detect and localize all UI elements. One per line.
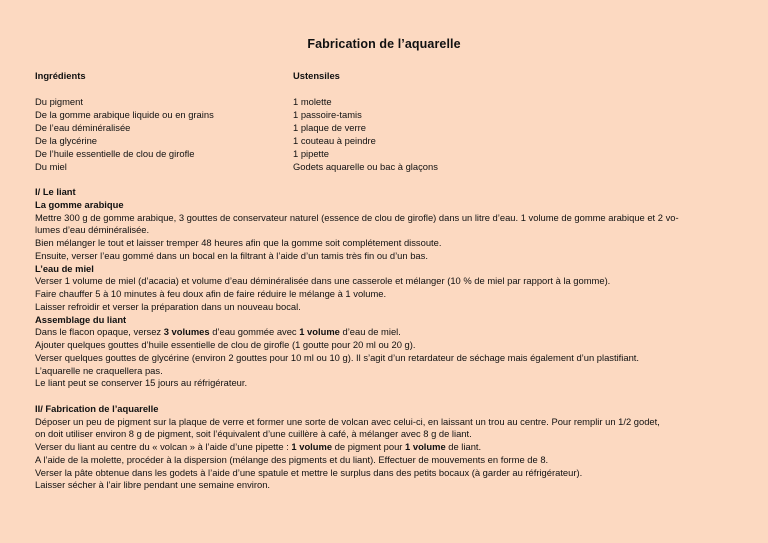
spacer xyxy=(35,390,747,403)
subsection-heading: La gomme arabique xyxy=(35,198,124,210)
paragraph-line xyxy=(35,326,747,339)
ingredients-heading: Ingrédients xyxy=(35,70,86,81)
ustensiles-column xyxy=(293,69,553,173)
ingredients-list xyxy=(35,95,285,173)
paragraph-line: on doit utiliser environ 8 g de pigment, soit l’équivalent d’une cuillère à café, à mélanger avec 8 g de liant. xyxy=(35,428,472,440)
bold-text: 1 volume xyxy=(299,326,340,338)
paragraph-line xyxy=(35,441,747,454)
bold-text: 3 volumes xyxy=(163,326,210,338)
ustensiles-heading: Ustensiles xyxy=(293,70,340,81)
text-run: de pigment pour xyxy=(332,441,406,452)
section-heading: II/ Fabrication de l’aquarelle xyxy=(35,402,159,414)
document-title: Fabrication de l’aquarelle xyxy=(307,37,461,51)
ustensiles-list xyxy=(293,95,553,173)
paragraph-line: Ajouter quelques gouttes d’huile essentielle de clou de girofle (1 goutte pour 20 ml ou 20 g). xyxy=(35,339,416,350)
list-item: 1 couteau à peindre xyxy=(293,135,376,146)
bold-text: 1 volume xyxy=(291,441,333,452)
paragraph-line: Déposer un peu de pigment sur la plaque de verre et former une sorte de volcan avec celui-ci, en laissant un trou au centre. Pour remplir un 1/2 godet, xyxy=(35,415,660,427)
text-run: d’eau de miel. xyxy=(339,326,401,338)
paragraph-line: Ensuite, verser l’eau gommé dans un bocal en la filtrant à l’aide d’un tamis très fin ou d’un bas. xyxy=(35,249,428,261)
list-item: De l’eau déminéralisée xyxy=(35,122,131,133)
paragraph-line: Verser 1 volume de miel (d’acacia) et volume d’eau déminéralisée dans une casserole et mélanger (10 % de miel par rapport à la gomme). xyxy=(35,275,611,287)
list-item: 1 passoire-tamis xyxy=(293,109,362,120)
paragraph-line: L’aquarelle ne craquellera pas. xyxy=(35,364,163,376)
paragraph-line: Verser la pâte obtenue dans les godets à l’aide d’une spatule et mettre le surplus dans des petits bocaux (à garder au réfrigérateur). xyxy=(35,466,583,478)
paragraph-line: Le liant peut se conserver 15 jours au réfrigérateur. xyxy=(35,377,248,389)
paragraph-line: Mettre 300 g de gomme arabique, 3 gouttes de conservateur naturel (essence de clou de girofle) dans un litre d’eau. 1 volume de gomme arabique et 2 vo- xyxy=(35,211,679,223)
subsection-heading: Assemblage du liant xyxy=(35,313,127,325)
paragraph-line: Bien mélanger le tout et laisser tremper 48 heures afin que la gomme soit complétement dissoute. xyxy=(35,237,442,248)
list-item: De la glycérine xyxy=(35,135,98,146)
text-run: Verser du liant au centre du « volcan » à l’aide d’une pipette : xyxy=(35,441,292,452)
paragraph-line: Verser quelques gouttes de glycérine (environ 2 gouttes pour 10 ml ou 10 g). Il s’agit d’un retardateur de séchage mais également d’un plastifiant. xyxy=(35,351,640,363)
text-run: d’eau gommée avec xyxy=(209,326,300,338)
text-run: de liant. xyxy=(445,441,482,452)
list-item: Godets aquarelle ou bac à glaçons xyxy=(293,161,438,172)
list-item: 1 pipette xyxy=(293,148,329,159)
list-item: 1 plaque de verre xyxy=(293,122,366,133)
ingredients-column xyxy=(35,69,285,173)
paragraph-line: Laisser refroidir et verser la préparation dans un nouveau bocal. xyxy=(35,300,301,312)
subsection-heading: L’eau de miel xyxy=(35,262,94,274)
paragraph-line: Laisser sécher à l’air libre pendant une semaine environ. xyxy=(35,479,271,491)
bold-text: 1 volume xyxy=(405,441,446,452)
section-heading: I/ Le liant xyxy=(35,186,76,197)
list-item: De l’huile essentielle de clou de girofle xyxy=(35,148,195,159)
list-item: De la gomme arabique liquide ou en grains xyxy=(35,109,214,120)
paragraph-line: A l’aide de la molette, procéder à la dispersion (mélange des pigments et du liant). Effectuer de mouvements en forme de 8. xyxy=(35,453,549,465)
document-body xyxy=(35,186,747,492)
paragraph-line: lumes d’eau déminéralisée. xyxy=(35,224,150,236)
list-item: 1 molette xyxy=(293,96,332,107)
text-run: Dans le flacon opaque, versez xyxy=(35,326,164,338)
list-item: Du pigment xyxy=(35,96,83,107)
paragraph-line: Faire chauffer 5 à 10 minutes à feu doux afin de faire réduire le mélange à 1 volume. xyxy=(35,288,387,299)
list-item: Du miel xyxy=(35,161,67,172)
